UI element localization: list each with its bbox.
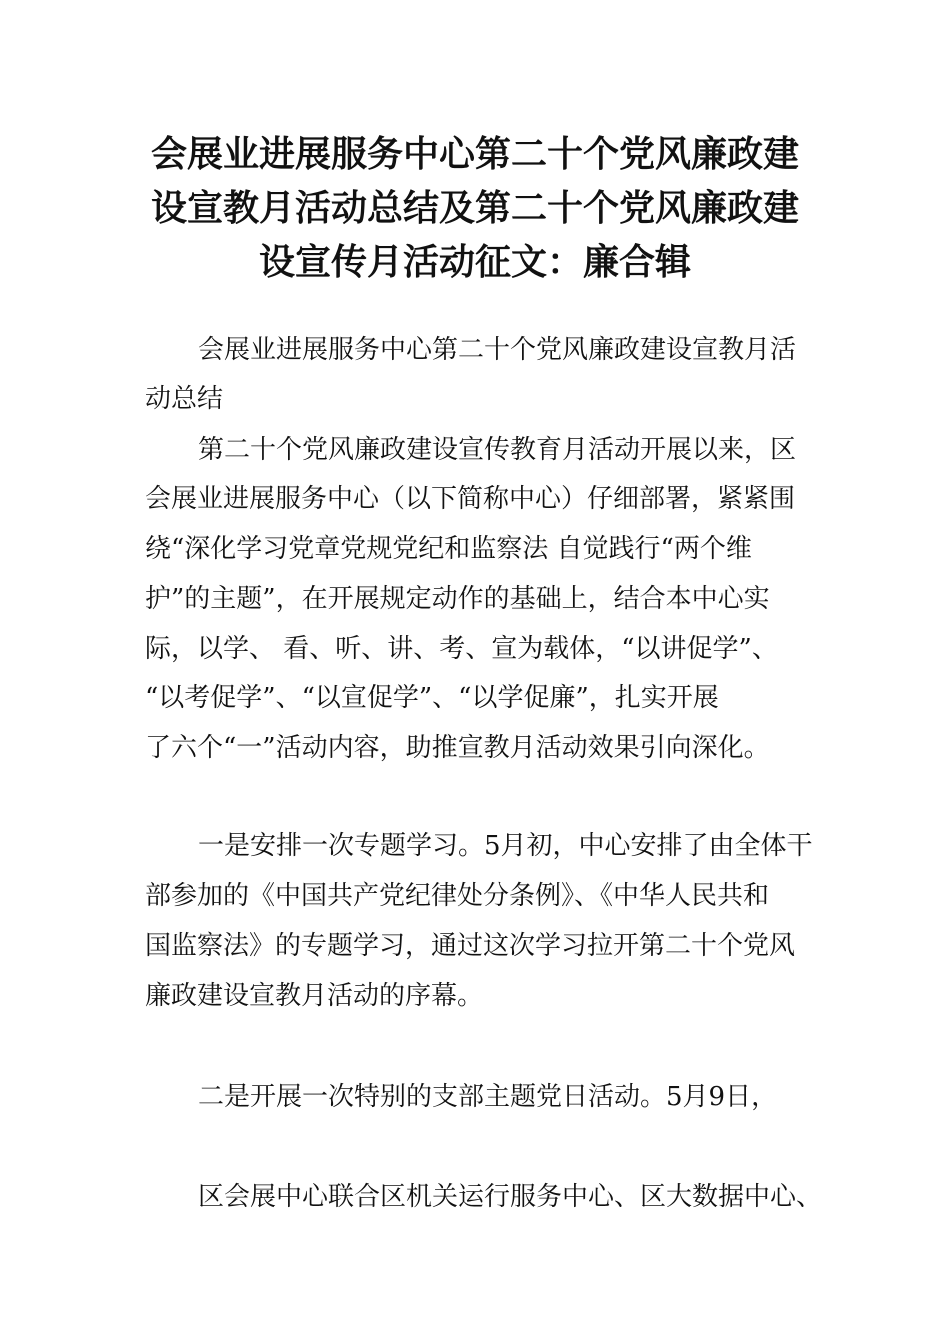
body-line: 会展业进展服务中心（以下简称中心）仔细部署，紧紧围 <box>145 484 796 514</box>
body-line: 第二十个党风廉政建设宣传教育月活动开展以来，区 <box>198 435 797 465</box>
body-line: 护”的主题”，在开展规定动作的基础上，结合本中心实 <box>145 584 770 614</box>
body-line: 绕“深化学习党章党规党纪和监察法 自觉践行“两个维 <box>145 534 752 564</box>
body-line: 际，以学、 看、听、讲、考、宣为载体，“以讲促学”、 <box>145 634 778 664</box>
document-title-line-2: 设宣教月活动总结及第二十个党风廉政建 <box>150 188 799 229</box>
body-line: 部参加的《中国共产党纪律处分条例》、《中华人民共和 <box>145 881 770 911</box>
body-line: “以考促学”、“以宣促学”、“以学促廉”，扎实开展 <box>145 683 719 713</box>
body-line: 了六个“一”活动内容，助推宣教月活动效果引向深化。 <box>145 733 770 763</box>
body-line: 国监察法》的专题学习，通过这次学习拉开第二十个党风 <box>145 931 796 961</box>
body-line: 一是安排一次专题学习。5月初，中心安排了由全体干 <box>198 831 813 861</box>
document-title-line-1: 会展业进展服务中心第二十个党风廉政建 <box>150 134 799 175</box>
body-line: 二是开展一次特别的支部主题党日活动。5月9日， <box>198 1082 778 1112</box>
body-line: 会展业进展服务中心第二十个党风廉政建设宣教月活 <box>198 335 797 365</box>
body-line: 动总结 <box>145 384 224 414</box>
document-title-line-3: 设宣传月活动征文：廉合辑 <box>258 242 691 283</box>
body-line: 廉政建设宣教月活动的序幕。 <box>145 981 484 1011</box>
body-line: 区会展中心联合区机关运行服务中心、区大数据中心、 <box>198 1182 823 1212</box>
